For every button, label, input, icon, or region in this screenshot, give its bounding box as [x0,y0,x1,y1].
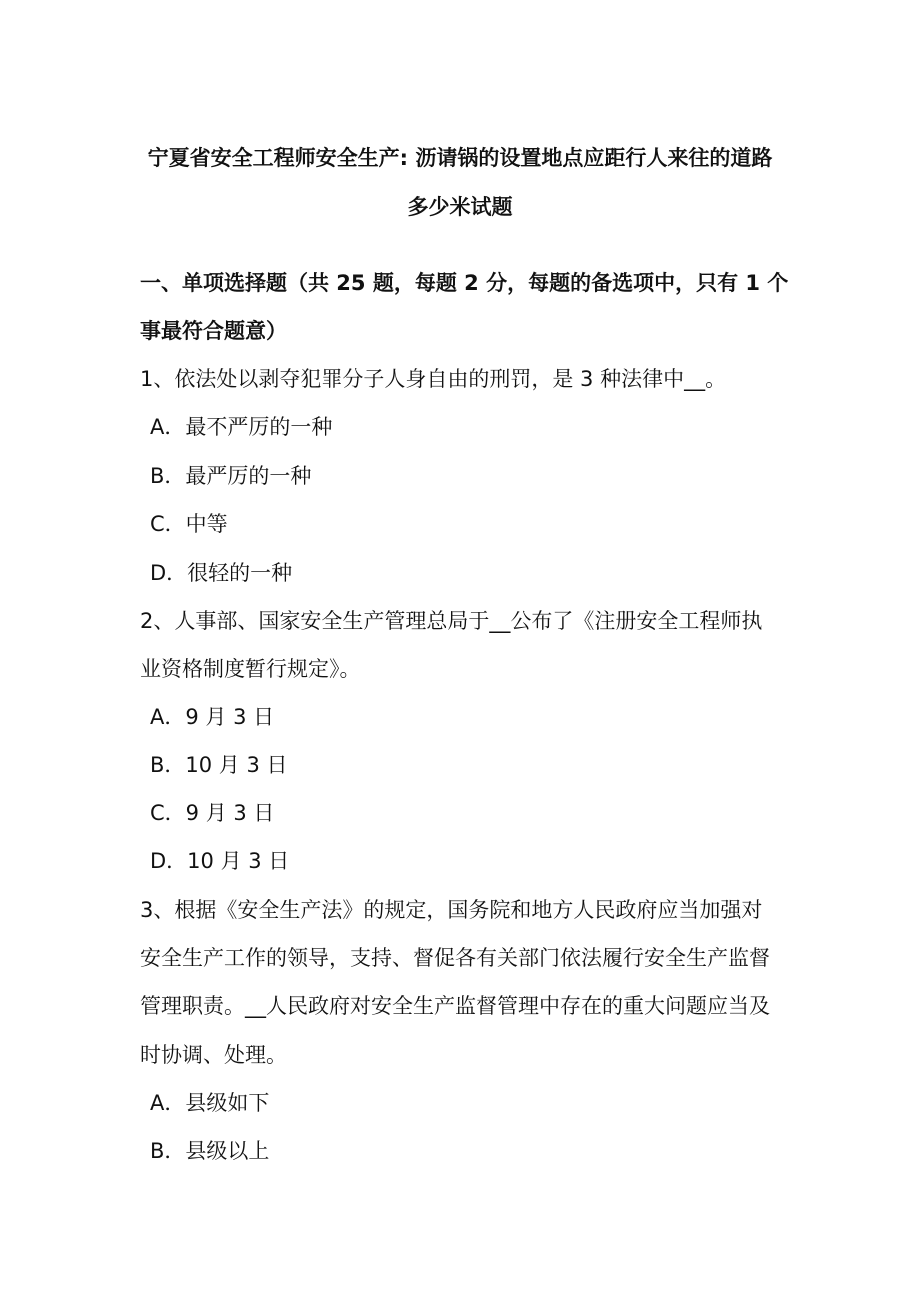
question-1-option-d: D．很轻的一种 [150,561,293,585]
section-heading-line-2: 事最符合题意） [140,319,287,343]
question-3-text-line-2: 安全生产工作的领导，支持、督促各有关部门依法履行安全生产监督 [140,946,770,970]
question-1-option-c: C．中等 [150,512,228,536]
question-1-option-a: A．最不严厉的一种 [150,415,333,439]
question-2-text-line-1: 2、人事部、国家安全生产管理总局于__公布了《注册安全工程师执 [140,609,763,633]
question-1-text: 1、依法处以剥夺犯罪分子人身自由的刑罚，是 3 种法律中__。 [140,367,727,391]
question-3-option-a: A．县级如下 [150,1091,270,1115]
section-heading-line-1: 一、单项选择题（共 25 题，每题 2 分，每题的备选项中，只有 1 个 [140,271,789,295]
question-2-text-line-2: 业资格制度暂行规定》。 [140,657,361,681]
doc-title-line-1: 宁夏省安全工程师安全生产: 沥请锅的设置地点应距行人来往的道路 [147,146,773,170]
question-2-option-b: B．10 月 3 日 [150,753,288,777]
question-2-option-c: C．9 月 3 日 [150,801,275,825]
question-3-text-line-3: 管理职责。__人民政府对安全生产监督管理中存在的重大问题应当及 [140,994,770,1018]
question-3-option-b: B．县级以上 [150,1139,270,1163]
question-1-option-b: B．最严厉的一种 [150,464,312,488]
question-2-option-a: A．9 月 3 日 [150,705,275,729]
question-3-text-line-1: 3、根据《安全生产法》的规定，国务院和地方人民政府应当加强对 [140,898,763,922]
doc-title-line-2: 多少米试题 [407,195,513,219]
question-3-text-line-4: 时协调、处理。 [140,1043,287,1067]
question-2-option-d: D．10 月 3 日 [150,849,290,873]
